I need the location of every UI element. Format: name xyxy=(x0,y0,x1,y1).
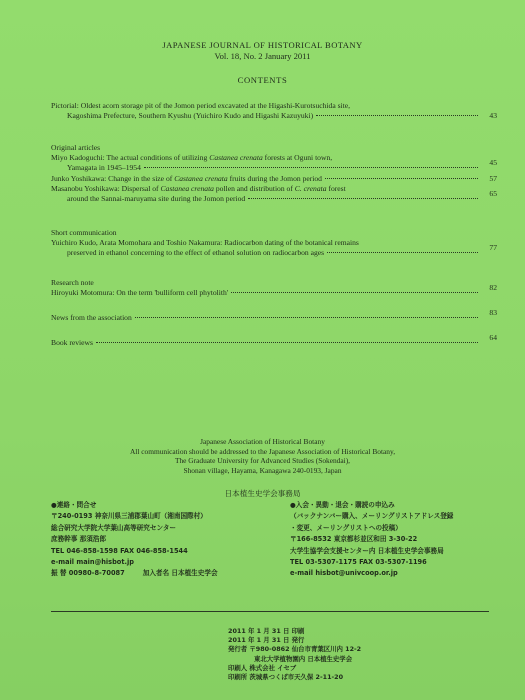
publication-info xyxy=(228,627,361,682)
article-text: Yuichiro Kudo, Arata Momohara and Toshio Nakamura: Radiocarbon dating of the botanical remains xyxy=(51,238,359,248)
section-heading: Original articles xyxy=(51,143,101,152)
article-entry xyxy=(51,153,497,173)
leader-dots xyxy=(231,292,478,293)
publication-line: 印刷人 株式会社 イセブ xyxy=(228,663,297,672)
leader-dots xyxy=(135,317,478,318)
divider xyxy=(51,611,489,612)
page-number: 64 xyxy=(489,333,497,342)
page-number: 83 xyxy=(489,308,497,317)
toc-news xyxy=(51,308,497,323)
book-reviews-label: Book reviews xyxy=(51,338,93,347)
publication-line: 発行者 〒980-0862 仙台市青葉区川内 12-2 xyxy=(228,645,362,654)
publication-line: 2011 年 1 月 31 日 発行 xyxy=(228,636,305,645)
leader-dots xyxy=(327,252,478,253)
toc-short-communication xyxy=(51,228,497,259)
pictorial-line-1: Pictorial: Oldest acorn storage pit of the Jomon period excavated at the Higashi-Kurotsuchida site, xyxy=(51,101,351,110)
article-text: preserved in ethanol concerning to the effect of ethanol solution on radiocarbon ages xyxy=(67,248,325,258)
article-text: forests at Oguni town, xyxy=(262,153,333,163)
article-text: forest xyxy=(326,183,346,193)
contact-line: 庶務幹事 那須浩郎 xyxy=(51,535,107,544)
page-number: 65 xyxy=(489,189,497,199)
species-name: Castanea crenata xyxy=(160,183,214,193)
leader-dots xyxy=(325,178,478,179)
leader-dots xyxy=(316,115,478,116)
article-text: Miyo Kadoguchi: The actual conditions of utilizing xyxy=(51,153,210,163)
article-text: Hiroyuki Motomura: On the term 'bulliform cell phytolith' xyxy=(51,288,229,298)
publication-line: 2011 年 1 月 31 日 印刷 xyxy=(228,627,305,635)
association-line: The Graduate University for Advanced Studies (Sokendai), xyxy=(174,456,351,466)
article-entry xyxy=(51,184,497,204)
contact-left xyxy=(51,500,218,580)
contact-line: 総合研究大学院大学葉山高等研究センター xyxy=(51,523,177,532)
publication-line: 印刷所 茨城県つくば市天久保 2-11-20 xyxy=(228,673,344,682)
species-name: Castanea crenata xyxy=(209,153,263,163)
article-text: Yamagata in 1945–1954 xyxy=(67,163,141,173)
publication-line: 東北大学植物園内 日本植生史学会 xyxy=(254,654,353,663)
page-number: 45 xyxy=(489,158,497,168)
page-number: 57 xyxy=(489,173,497,183)
page-number: 43 xyxy=(489,111,497,121)
section-heading: Research note xyxy=(51,278,94,287)
journal-header xyxy=(0,40,525,85)
section-heading: Short communication xyxy=(51,228,117,237)
article-text: fruits during the Jomon period xyxy=(227,173,322,183)
contact-line: ●入会・異動・退会・購読の申込み xyxy=(290,501,395,509)
leader-dots xyxy=(248,198,478,199)
toc-pictorial xyxy=(51,101,497,121)
leader-dots xyxy=(144,167,478,168)
species-name: C. crenata xyxy=(294,183,327,193)
office-title: 日本植生史学会事務局 xyxy=(224,489,301,498)
association-address xyxy=(0,437,525,475)
volume-issue: Vol. 18, No. 2 January 2011 xyxy=(214,51,311,61)
toc-original-articles xyxy=(51,143,497,204)
contact-line: 〒166-8532 東京都杉並区和田 3-30-22 xyxy=(290,535,418,544)
article-text: Junko Yoshikawa: Change in the size of xyxy=(51,173,175,183)
contact-line: 加入者名 日本植生史学会 xyxy=(142,569,218,578)
contact-line: ・変更、メーリングリストへの投稿） xyxy=(290,523,402,532)
toc-research-note xyxy=(51,278,497,298)
contact-line: （バックナンバー購入、メーリングリストアドレス登録 xyxy=(290,512,454,521)
page-number: 82 xyxy=(489,283,497,293)
toc-book-reviews xyxy=(51,333,497,348)
contact-line: 振 替 00980-8-70087 xyxy=(51,569,125,578)
contact-line: e-mail hisbot@univcoop.or.jp xyxy=(290,569,398,578)
contents-heading: CONTENTS xyxy=(237,75,288,85)
species-name: Castanea crenata xyxy=(174,173,228,183)
association-line: All communication should be addressed to the Japanese Association of Historical Botany, xyxy=(129,446,396,456)
contact-right xyxy=(290,500,453,580)
contact-line: TEL 03-5307-1175 FAX 03-5307-1196 xyxy=(290,558,427,567)
news-label: News from the association xyxy=(51,313,132,322)
contact-line: ●連絡・問合せ xyxy=(51,501,97,509)
article-text: pollen and distribution of xyxy=(213,183,295,193)
contact-line: 大学生協学会支援センター内 日本植生史学会事務局 xyxy=(290,546,444,555)
page-number: 77 xyxy=(489,243,497,253)
contact-line: 〒240-0193 神奈川県三浦郡葉山町（湘南国際村） xyxy=(51,512,207,521)
association-line: Shonan village, Hayama, Kanagawa 240-0193, Japan xyxy=(183,465,342,475)
association-name: Japanese Association of Historical Botany xyxy=(200,437,325,446)
article-text: Masanobu Yoshikawa: Dispersal of xyxy=(51,183,161,193)
journal-title: JAPANESE JOURNAL OF HISTORICAL BOTANY xyxy=(162,40,363,50)
pictorial-line-2: Kagoshima Prefecture, Southern Kyushu (Yuichiro Kudo and Higashi Kazuyuki) xyxy=(67,111,314,121)
article-entry xyxy=(51,174,497,184)
contact-line: e-mail main@hisbot.jp xyxy=(51,558,134,567)
contact-line: TEL 046-858-1598 FAX 046-858-1544 xyxy=(51,546,188,555)
article-text: around the Sannai-maruyama site during the Jomon period xyxy=(67,194,246,204)
leader-dots xyxy=(96,342,478,343)
